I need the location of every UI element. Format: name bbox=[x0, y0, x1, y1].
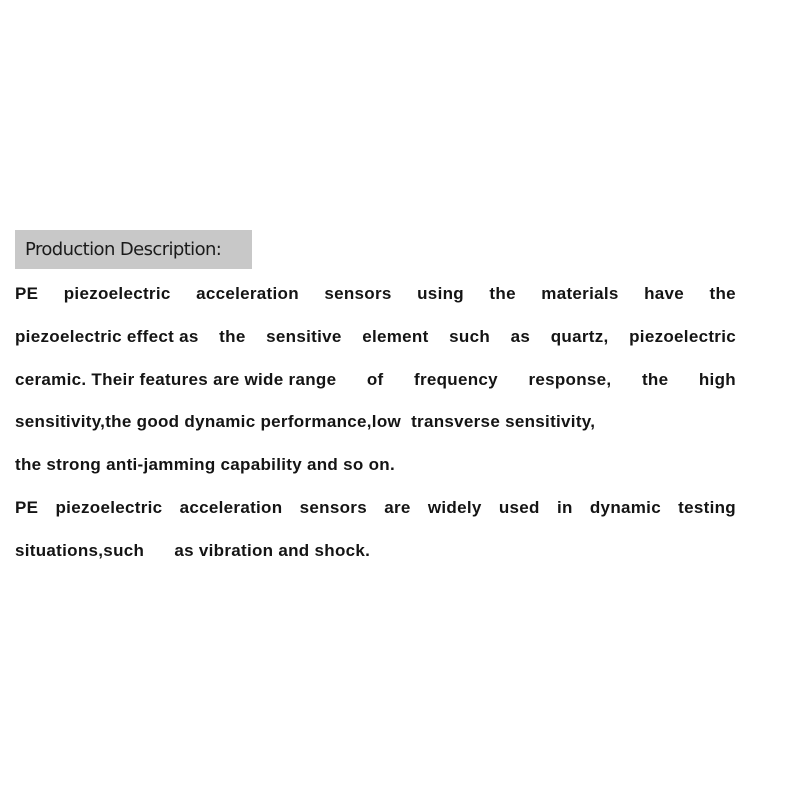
paragraph-line-5: the strong anti-jamming capability and so on. bbox=[15, 455, 395, 474]
line-6-word: in bbox=[556, 498, 573, 517]
line-6-word: acceleration bbox=[179, 498, 283, 517]
line-3-word: high bbox=[698, 370, 736, 389]
paragraph-line-2 bbox=[15, 327, 736, 347]
paragraph-line-3 bbox=[15, 370, 736, 390]
line-1-word: acceleration bbox=[196, 284, 299, 303]
paragraph-line-7: situations,such as vibration and shock. bbox=[15, 541, 371, 560]
line-2-word: the bbox=[219, 327, 246, 346]
line-3-word: frequency bbox=[413, 370, 498, 389]
line-6-word: sensors bbox=[299, 498, 367, 517]
line-1-word: sensors bbox=[324, 284, 392, 303]
line-6-word: used bbox=[498, 498, 540, 517]
line-2-word: piezoelectric bbox=[629, 327, 736, 346]
paragraph-line-4: sensitivity,the good dynamic performance,low transverse sensitivity, bbox=[15, 412, 596, 431]
section-heading-box bbox=[15, 230, 252, 269]
line-6-word: piezoelectric bbox=[55, 498, 163, 517]
line-6-word: are bbox=[384, 498, 411, 517]
line-2-word: element bbox=[362, 327, 429, 346]
line-1-word: using bbox=[417, 284, 464, 303]
line-2-word: sensitive bbox=[266, 327, 342, 346]
line-6-word: dynamic bbox=[589, 498, 661, 517]
line-1-word: materials bbox=[541, 284, 619, 303]
line-1-word: have bbox=[644, 284, 685, 303]
line-2-word: as bbox=[510, 327, 531, 346]
section-heading: Production Description: bbox=[25, 239, 222, 260]
line-1-word: the bbox=[709, 284, 736, 303]
line-6-word: testing bbox=[678, 498, 736, 517]
line-1-word: piezoelectric bbox=[63, 284, 171, 303]
line-6-word: PE bbox=[15, 498, 39, 517]
line-3-word: response, bbox=[528, 370, 612, 389]
line-1-word: the bbox=[489, 284, 516, 303]
paragraph-line-1 bbox=[15, 284, 736, 304]
line-2-word: such bbox=[449, 327, 491, 346]
line-3-word: of bbox=[366, 370, 384, 389]
line-3-word: ceramic. Their features are wide range bbox=[15, 370, 337, 389]
paragraph-line-6 bbox=[15, 498, 736, 518]
line-1-word: PE bbox=[15, 284, 39, 303]
line-2-word: piezoelectric effect as bbox=[15, 327, 199, 346]
line-2-word: quartz, bbox=[550, 327, 609, 346]
line-3-word: the bbox=[641, 370, 669, 389]
line-6-word: widely bbox=[427, 498, 482, 517]
